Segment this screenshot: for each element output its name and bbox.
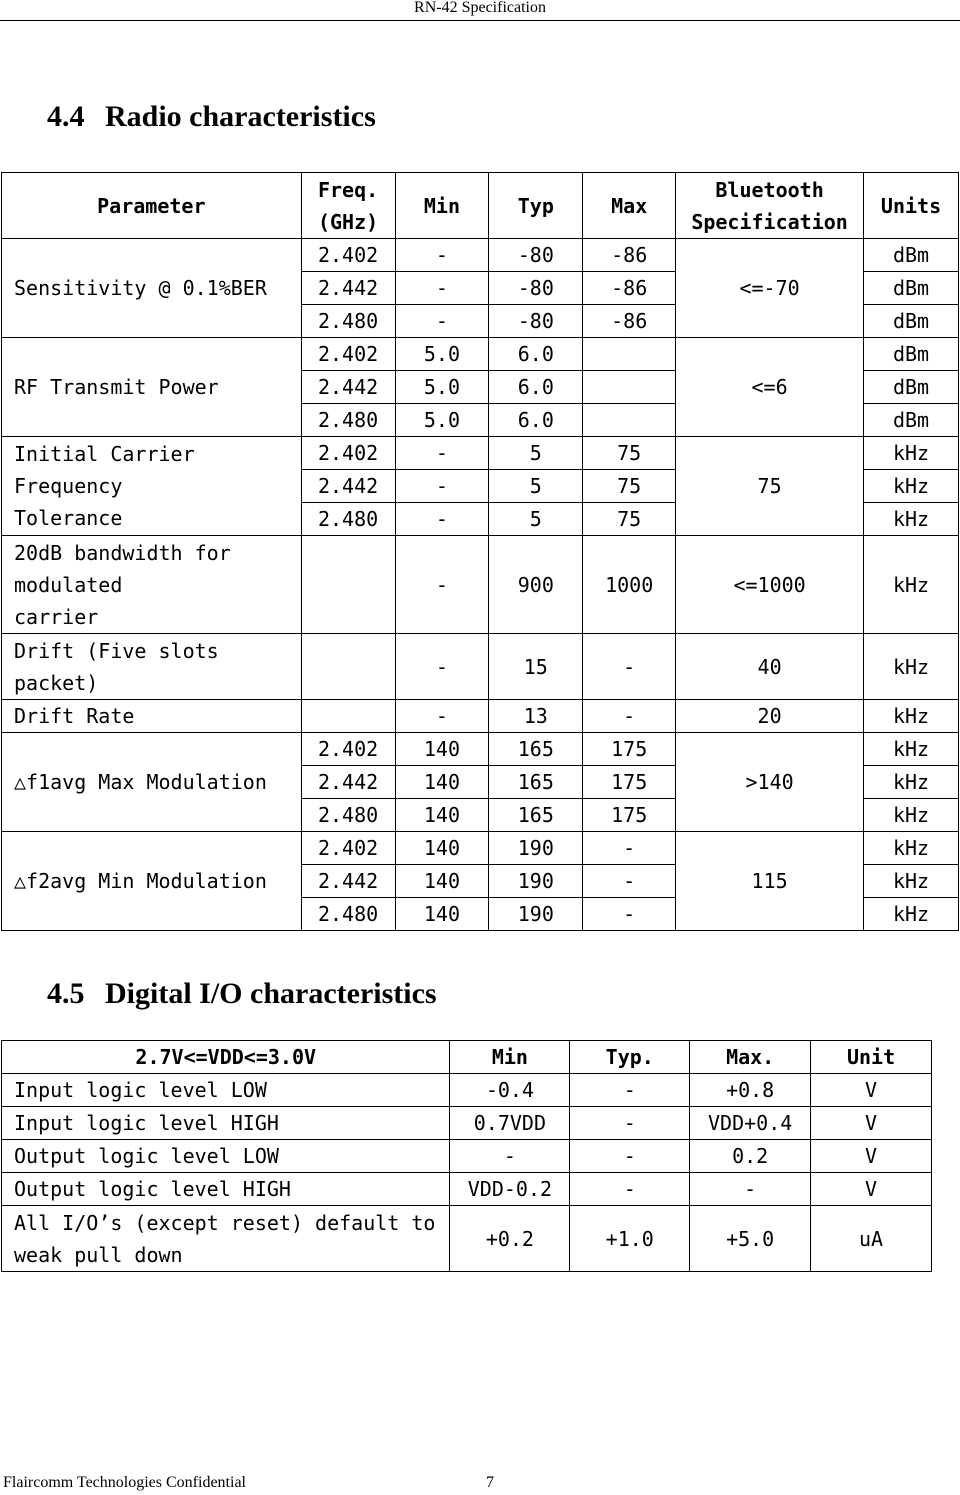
freq-cell: 2.480 <box>301 898 395 931</box>
parameter-cell: All I/O’s (except reset) default to weak pull down <box>2 1206 450 1272</box>
table-row <box>2 733 959 766</box>
min-cell: 140 <box>395 733 489 766</box>
unit-cell: dBm <box>864 239 959 272</box>
max-cell <box>583 371 676 404</box>
max-cell: 75 <box>583 470 676 503</box>
typ-cell: 15 <box>489 634 583 700</box>
unit-cell: kHz <box>864 536 959 634</box>
max-cell: -86 <box>583 272 676 305</box>
max-cell: 175 <box>583 733 676 766</box>
table-header-row <box>2 1041 932 1074</box>
freq-cell: 2.480 <box>301 305 395 338</box>
parameter-cell: 20dB bandwidth for modulated carrier <box>2 536 302 634</box>
max-cell: - <box>690 1173 811 1206</box>
parameter-cell: Output logic level HIGH <box>2 1173 450 1206</box>
unit-cell: kHz <box>864 766 959 799</box>
min-cell: - <box>395 305 489 338</box>
table-header-row <box>2 173 959 239</box>
digital-io-table <box>1 1040 932 1272</box>
freq-cell: 2.480 <box>301 503 395 536</box>
unit-cell: uA <box>811 1206 932 1272</box>
min-cell: VDD-0.2 <box>450 1173 570 1206</box>
min-cell: 140 <box>395 898 489 931</box>
freq-cell: 2.442 <box>301 865 395 898</box>
unit-cell: kHz <box>864 700 959 733</box>
freq-cell: 2.402 <box>301 832 395 865</box>
freq-cell: 2.480 <box>301 404 395 437</box>
typ-cell: 13 <box>489 700 583 733</box>
typ-cell: -80 <box>489 239 583 272</box>
max-cell: 175 <box>583 799 676 832</box>
max-cell <box>583 338 676 371</box>
min-cell: - <box>395 470 489 503</box>
typ-cell: 165 <box>489 733 583 766</box>
max-cell: 75 <box>583 437 676 470</box>
max-cell: +5.0 <box>690 1206 811 1272</box>
unit-cell: kHz <box>864 634 959 700</box>
typ-cell: - <box>570 1140 690 1173</box>
section-number: 4.5 <box>47 977 85 1010</box>
typ-cell: +1.0 <box>570 1206 690 1272</box>
typ-cell: 5 <box>489 470 583 503</box>
table-row <box>2 634 959 700</box>
table-row <box>2 1173 932 1206</box>
unit-cell: dBm <box>864 404 959 437</box>
unit-cell: kHz <box>864 470 959 503</box>
col-header: Typ. <box>570 1041 690 1074</box>
freq-cell: 2.442 <box>301 272 395 305</box>
col-header: Typ <box>489 173 583 239</box>
col-header: Parameter <box>2 173 302 239</box>
min-cell: 140 <box>395 799 489 832</box>
min-cell: - <box>395 634 489 700</box>
min-cell: - <box>395 239 489 272</box>
min-cell: - <box>395 272 489 305</box>
max-cell: 0.2 <box>690 1140 811 1173</box>
freq-cell: 2.442 <box>301 371 395 404</box>
page-header <box>0 0 960 21</box>
typ-cell: 190 <box>489 898 583 931</box>
unit-cell: V <box>811 1074 932 1107</box>
col-header: Max <box>583 173 676 239</box>
unit-cell: kHz <box>864 898 959 931</box>
table-row <box>2 437 959 470</box>
unit-cell: V <box>811 1173 932 1206</box>
min-cell: 140 <box>395 832 489 865</box>
table-row <box>2 239 959 272</box>
unit-cell: dBm <box>864 305 959 338</box>
typ-cell: 165 <box>489 766 583 799</box>
col-header: Freq. (GHz) <box>301 173 395 239</box>
max-cell: 1000 <box>583 536 676 634</box>
parameter-cell: RF Transmit Power <box>2 338 302 437</box>
unit-cell: kHz <box>864 503 959 536</box>
footer-company: Flaircomm Technologies Confidential <box>3 1474 246 1491</box>
bt-spec-cell: 115 <box>676 832 864 931</box>
max-cell: - <box>583 832 676 865</box>
radio-characteristics-table <box>1 172 959 931</box>
typ-cell: 5 <box>489 437 583 470</box>
section-number: 4.4 <box>47 100 85 133</box>
freq-cell: 2.402 <box>301 437 395 470</box>
min-cell: 5.0 <box>395 338 489 371</box>
unit-cell: V <box>811 1107 932 1140</box>
typ-cell: - <box>570 1173 690 1206</box>
max-cell: - <box>583 898 676 931</box>
min-cell: - <box>395 503 489 536</box>
section-title: Digital I/O characteristics <box>105 977 437 1010</box>
min-cell: 140 <box>395 865 489 898</box>
unit-cell: kHz <box>864 832 959 865</box>
unit-cell: kHz <box>864 437 959 470</box>
unit-cell: V <box>811 1140 932 1173</box>
freq-cell: 2.402 <box>301 733 395 766</box>
unit-cell: dBm <box>864 272 959 305</box>
unit-cell: kHz <box>864 865 959 898</box>
col-header: Bluetooth Specification <box>676 173 864 239</box>
min-cell: 140 <box>395 766 489 799</box>
bt-spec-cell: 20 <box>676 700 864 733</box>
min-cell: - <box>395 700 489 733</box>
bt-spec-cell: 40 <box>676 634 864 700</box>
max-cell: - <box>583 865 676 898</box>
max-cell: 75 <box>583 503 676 536</box>
min-cell: 5.0 <box>395 371 489 404</box>
parameter-cell: Input logic level LOW <box>2 1074 450 1107</box>
max-cell: -86 <box>583 239 676 272</box>
typ-cell: 165 <box>489 799 583 832</box>
table-row <box>2 536 959 634</box>
typ-cell: 6.0 <box>489 371 583 404</box>
max-cell: VDD+0.4 <box>690 1107 811 1140</box>
typ-cell: 5 <box>489 503 583 536</box>
min-cell: -0.4 <box>450 1074 570 1107</box>
col-header: Min <box>395 173 489 239</box>
parameter-cell: △f1avg Max Modulation <box>2 733 302 832</box>
unit-cell: kHz <box>864 799 959 832</box>
table-row <box>2 700 959 733</box>
min-cell: 5.0 <box>395 404 489 437</box>
bt-spec-cell: >140 <box>676 733 864 832</box>
max-cell: 175 <box>583 766 676 799</box>
col-header: Min <box>450 1041 570 1074</box>
typ-cell: - <box>570 1074 690 1107</box>
table-row <box>2 1206 932 1272</box>
min-cell: 0.7VDD <box>450 1107 570 1140</box>
parameter-cell: Output logic level LOW <box>2 1140 450 1173</box>
footer-page-number: 7 <box>486 1474 494 1491</box>
col-header: Max. <box>690 1041 811 1074</box>
max-cell <box>583 404 676 437</box>
parameter-cell: Drift (Five slots packet) <box>2 634 302 700</box>
typ-cell: 190 <box>489 865 583 898</box>
typ-cell: -80 <box>489 305 583 338</box>
parameter-cell: Input logic level HIGH <box>2 1107 450 1140</box>
freq-cell: 2.480 <box>301 799 395 832</box>
table-row <box>2 338 959 371</box>
freq-cell: 2.402 <box>301 338 395 371</box>
max-cell: -86 <box>583 305 676 338</box>
bt-spec-cell: <=-70 <box>676 239 864 338</box>
col-header: 2.7V<=VDD<=3.0V <box>2 1041 450 1074</box>
unit-cell: dBm <box>864 338 959 371</box>
table-row <box>2 1140 932 1173</box>
parameter-cell: Initial Carrier Frequency Tolerance <box>2 437 302 536</box>
typ-cell: 6.0 <box>489 338 583 371</box>
table-row <box>2 1074 932 1107</box>
typ-cell: - <box>570 1107 690 1140</box>
freq-cell <box>301 634 395 700</box>
max-cell: +0.8 <box>690 1074 811 1107</box>
col-header: Unit <box>811 1041 932 1074</box>
freq-cell: 2.442 <box>301 470 395 503</box>
min-cell: +0.2 <box>450 1206 570 1272</box>
typ-cell: 900 <box>489 536 583 634</box>
freq-cell: 2.402 <box>301 239 395 272</box>
bt-spec-cell: <=6 <box>676 338 864 437</box>
section-heading-digital-io <box>47 977 437 1011</box>
table-row <box>2 832 959 865</box>
table-row <box>2 1107 932 1140</box>
parameter-cell: Sensitivity @ 0.1%BER <box>2 239 302 338</box>
section-heading-radio <box>47 100 376 134</box>
typ-cell: 6.0 <box>489 404 583 437</box>
unit-cell: kHz <box>864 733 959 766</box>
unit-cell: dBm <box>864 371 959 404</box>
section-title: Radio characteristics <box>105 100 376 133</box>
min-cell: - <box>395 437 489 470</box>
typ-cell: 190 <box>489 832 583 865</box>
header-title: RN-42 Specification <box>414 0 546 16</box>
typ-cell: -80 <box>489 272 583 305</box>
bt-spec-cell: <=1000 <box>676 536 864 634</box>
parameter-cell: △f2avg Min Modulation <box>2 832 302 931</box>
parameter-cell: Drift Rate <box>2 700 302 733</box>
max-cell: - <box>583 700 676 733</box>
freq-cell <box>301 536 395 634</box>
min-cell: - <box>395 536 489 634</box>
col-header: Units <box>864 173 959 239</box>
freq-cell: 2.442 <box>301 766 395 799</box>
min-cell: - <box>450 1140 570 1173</box>
bt-spec-cell: 75 <box>676 437 864 536</box>
max-cell: - <box>583 634 676 700</box>
freq-cell <box>301 700 395 733</box>
